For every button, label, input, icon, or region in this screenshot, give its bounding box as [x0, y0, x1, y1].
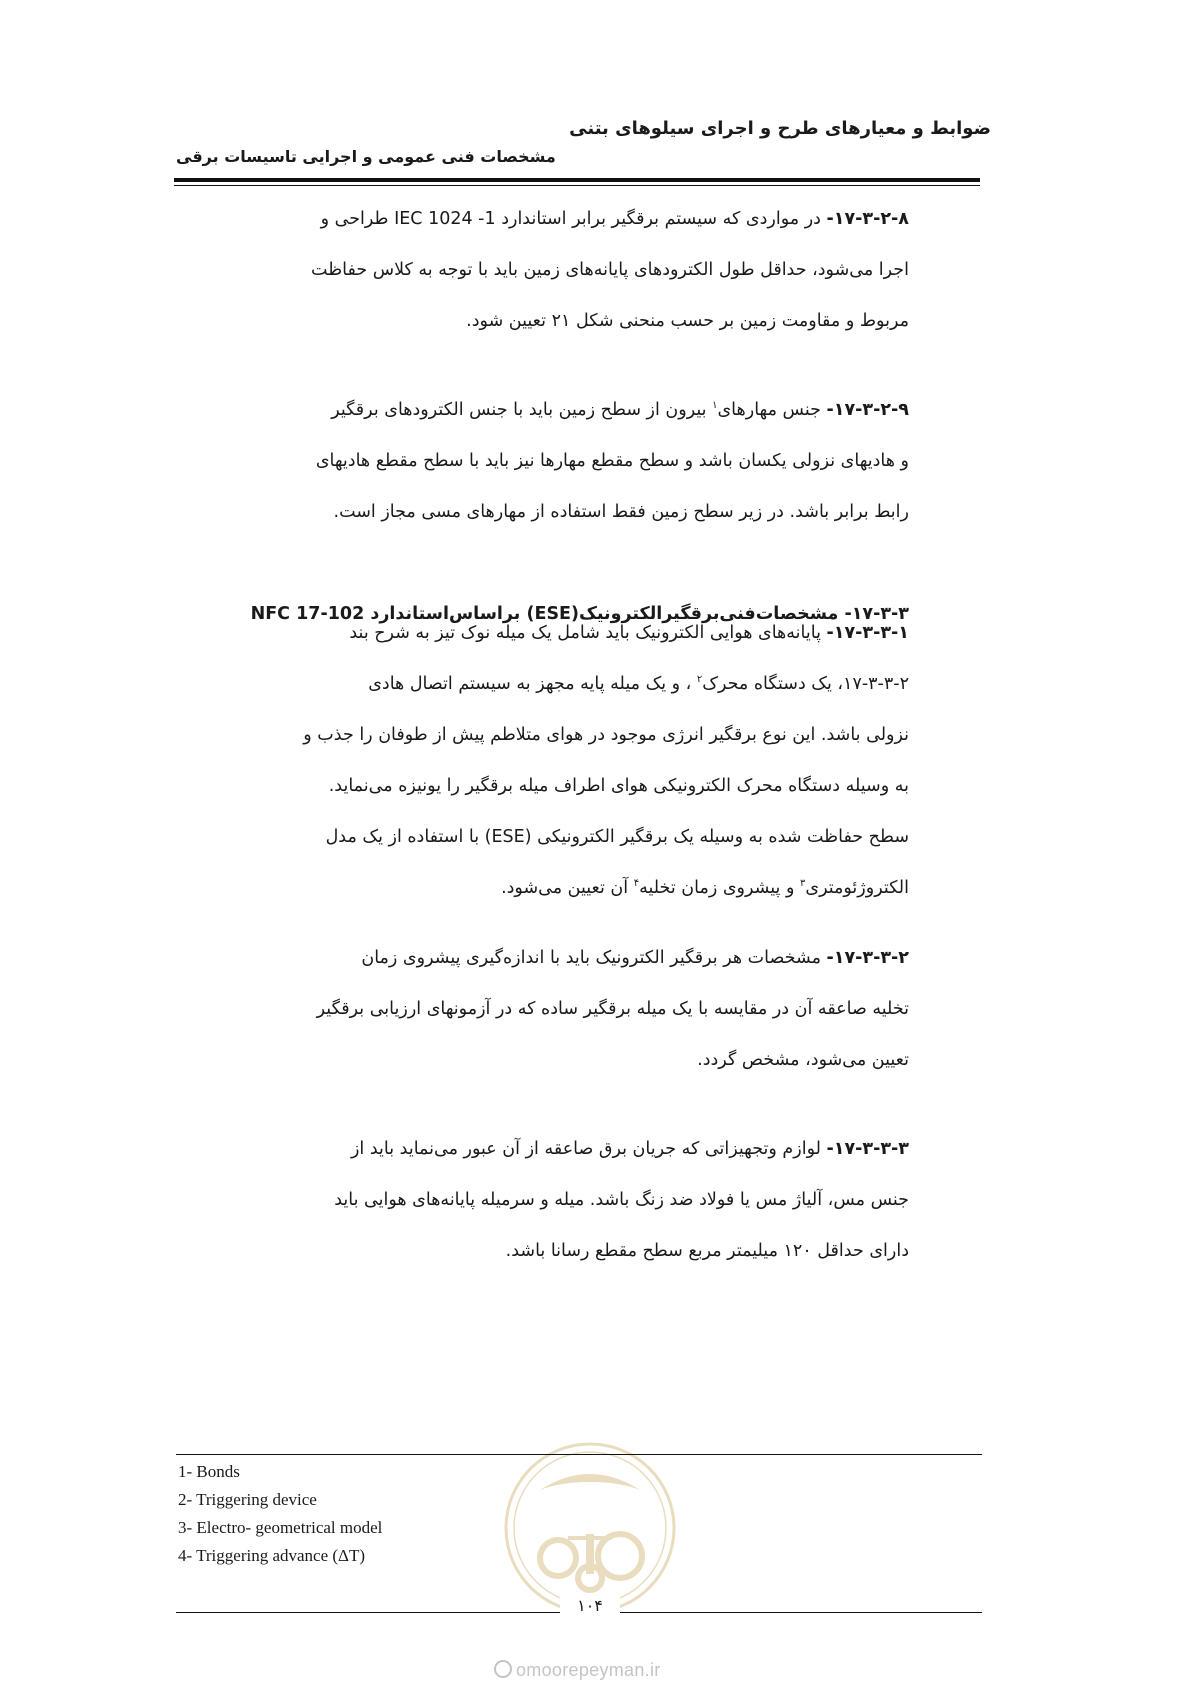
paragraph-text: ۱۷-۳-۳-۲، یک دستگاه محرک	[702, 674, 909, 694]
chapter-title: مشخصات فنی عمومی و اجرایی تاسیسات برقی	[176, 147, 556, 166]
paragraph-line: اجرا می‌شود، حداقل طول الکترودهای پایانه‌های زمین باید با توجه به کلاس حفاظت	[311, 260, 909, 280]
paragraph-line: در مواردی که سیستم برقگیر برابر استاندارد 1- IEC 1024 طراحی و	[320, 209, 821, 229]
header-rule	[174, 178, 980, 182]
paragraph-text: جنس مهارهای	[717, 400, 821, 420]
site-watermark-text: omoorepeyman.ir	[516, 1660, 661, 1680]
footnote-ref: ۲	[696, 674, 703, 686]
paragraph-text: لوازم وتجهیزاتی که جریان برق صاعقه از آن عبور می‌نماید باید از	[350, 1139, 821, 1159]
footnote-rule	[176, 1454, 982, 1455]
paragraph-line: به وسیله دستگاه محرک الکترونیکی هوای اطراف میله برقگیر را یونیزه می‌نماید.	[328, 776, 909, 796]
section-number: ۱۷-۳-۲-۸-	[826, 209, 909, 229]
footnote-item: 1- Bonds	[178, 1462, 240, 1481]
footnote-item: 4- Triggering advance (ΔT)	[178, 1546, 366, 1565]
paragraph-line: و هادیهای نزولی یکسان باشد و سطح مقطع مهارها نیز باید با سطح مقطع هادیهای	[315, 451, 909, 471]
section-number: ۱۷-۳-۲-۹-	[826, 400, 909, 420]
paragraph-line: نزولی باشد. این نوع برقگیر انرژی موجود در هوای متلاطم پیش از طوفان را جذب و	[303, 725, 909, 745]
site-watermark	[494, 1660, 661, 1681]
footnote-ref: ۳	[800, 878, 806, 890]
footnote-ref: ۱	[712, 400, 718, 412]
section-17-3-2-9	[174, 385, 909, 538]
paragraph-line: سطح حفاظت شده به وسیله یک برقگیر الکترونیکی (ESE) با استفاده از یک مدل	[325, 827, 909, 847]
section-17-3-2-8	[174, 194, 909, 347]
footnote-item: 2- Triggering device	[178, 1490, 317, 1509]
section-17-3-3-2	[174, 933, 909, 1086]
paragraph-text: ، و یک میله پایه مجهز به سیستم اتصال هادی	[368, 674, 692, 694]
paragraph-text: الکتروژئومتری	[805, 878, 909, 898]
paragraph-text: پایانه‌های هوایی الکترونیک باید شامل یک میله نوک تیز به شرح بند	[349, 623, 821, 643]
paragraph-text: مشخصات هر برقگیر الکترونیک باید با اندازه‌گیری پیشروی زمان	[361, 948, 821, 968]
at-icon	[494, 1660, 512, 1678]
footnote-ref: ۴	[633, 878, 640, 890]
section-number: ۱۷-۳-۳-۲-	[826, 948, 909, 968]
page-number: ۱۰۴	[560, 1596, 620, 1615]
footnote-item: 3- Electro- geometrical model	[178, 1518, 383, 1537]
paragraph-line: تخلیه صاعقه آن در مقایسه با یک میله برقگیر ساده که در آزمونهای ارزیابی برقگیر	[316, 999, 909, 1019]
paragraph-line: رابط برابر باشد. در زیر سطح زمین فقط استفاده از مهارهای مسی مجاز است.	[333, 502, 909, 522]
section-number: ۱۷-۳-۳-۳-	[826, 1139, 909, 1159]
paragraph-text: و پیشروی زمان تخلیه	[639, 878, 795, 898]
section-heading-ese: ۱۷-۳-۳- مشخصات‌فنی‌برقگیرالکترونیک(ESE) براساس‌استاندارد NFC 17-102	[250, 604, 909, 624]
section-number: ۱۷-۳-۳-۱-	[826, 623, 909, 643]
paragraph-line: دارای حداقل ۱۲۰ میلیمتر مربع سطح مقطع رسانا باشد.	[505, 1241, 909, 1261]
paragraph-line: تعیین می‌شود، مشخص گردد.	[697, 1050, 909, 1070]
paragraph-text: بیرون از سطح زمین باید با جنس الکترودهای برقگیر	[331, 400, 707, 420]
watermark-seal-icon	[500, 1438, 680, 1618]
book-title: ضوابط و معیارهای طرح و اجرای سیلوهای بتنی	[569, 118, 991, 139]
footnotes	[178, 1458, 382, 1570]
section-17-3-3-1	[174, 608, 909, 914]
paragraph-text: آن تعیین می‌شود.	[501, 878, 629, 898]
paragraph-line: مربوط و مقاومت زمین بر حسب منحنی شکل ۲۱ تعیین شود.	[466, 311, 909, 331]
header-rule-thin	[174, 185, 980, 186]
paragraph-line: جنس مس، آلیاژ مس یا فولاد ضد زنگ باشد. میله و سرمیله پایانه‌های هوایی باید	[334, 1190, 909, 1210]
section-17-3-3-3	[174, 1124, 909, 1277]
